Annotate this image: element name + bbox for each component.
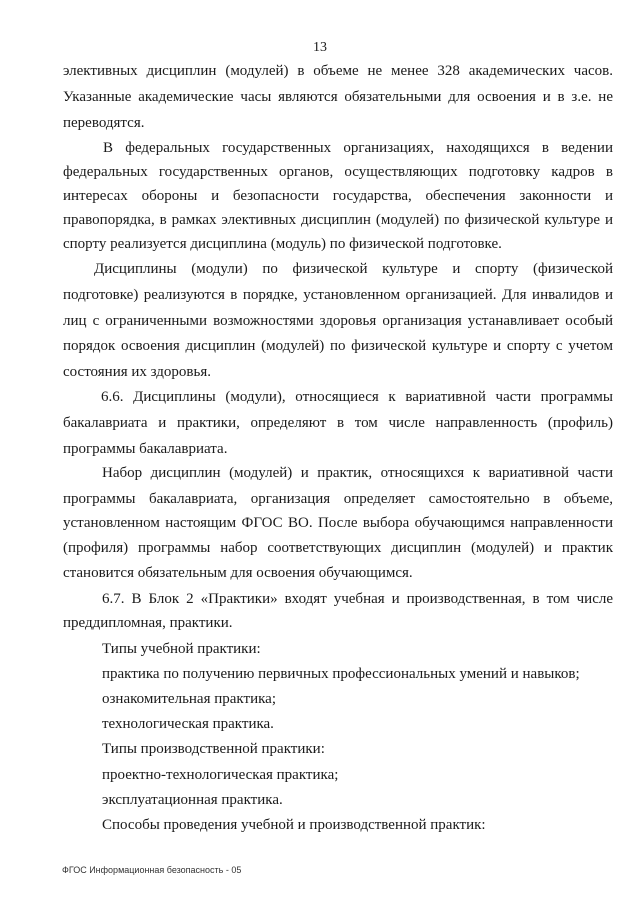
- text-line: бакалавриата и практики, определяют в том числе направленность (профиль): [63, 415, 613, 431]
- text-line: становится обязательным для освоения обучающимся.: [63, 565, 413, 581]
- text-line: (профиля) программы набор соответствующих дисциплин (модулей) и практик: [63, 540, 613, 556]
- text-line: порядок освоения дисциплин (модулей) по физической культуре и спорту с учетом: [63, 338, 613, 354]
- text-line: Способы проведения учебной и производственной практик:: [102, 817, 486, 833]
- text-line: переводятся.: [63, 115, 145, 131]
- text-line: элективных дисциплин (модулей) в объеме не менее 328 академических часов.: [63, 63, 613, 79]
- text-line: Дисциплины (модули) по физической культуре и спорту (физической: [94, 261, 613, 277]
- text-line: ознакомительная практика;: [102, 691, 276, 707]
- text-line: 6.7. В Блок 2 «Практики» входят учебная и производственная, в том числе: [102, 591, 613, 607]
- text-line: Типы производственной практики:: [102, 741, 325, 757]
- text-line: технологическая практика.: [102, 716, 274, 732]
- text-line: эксплуатационная практика.: [102, 792, 283, 808]
- text-line: программы бакалавриата.: [63, 441, 228, 457]
- text-line: федеральных государственных органов, осуществляющих подготовку кадров в: [63, 164, 613, 180]
- text-line: Набор дисциплин (модулей) и практик, относящихся к вариативной части: [102, 465, 613, 481]
- text-line: В федеральных государственных организациях, находящихся в ведении: [103, 140, 613, 156]
- text-line: интересах обороны и безопасности государства, обеспечения законности и: [63, 188, 613, 204]
- text-line: лиц с ограниченными возможностями здоровья организация устанавливает особый: [63, 313, 613, 329]
- text-line: Типы учебной практики:: [102, 641, 261, 657]
- text-line: проектно-технологическая практика;: [102, 767, 339, 783]
- page-footer: ФГОС Информационная безопасность - 05: [62, 865, 242, 875]
- text-line: состояния их здоровья.: [63, 364, 212, 380]
- text-line: 6.6. Дисциплины (модули), относящиеся к вариативной части программы: [101, 389, 613, 405]
- text-line: практика по получению первичных профессиональных умений и навыков;: [102, 666, 580, 682]
- text-line: преддипломная, практики.: [63, 615, 233, 631]
- text-line: установленном настоящим ФГОС ВО. После выбора обучающимся направленности: [63, 515, 613, 531]
- text-line: правопорядка, в рамках элективных дисциплин (модулей) по физической культуре и: [63, 212, 613, 228]
- page-number: 13: [313, 40, 327, 55]
- text-line: подготовке) реализуются в порядке, установленном организацией. Для инвалидов и: [63, 287, 613, 303]
- text-line: программы бакалавриата, организация определяет самостоятельно в объеме,: [63, 491, 613, 507]
- text-line: спорту реализуется дисциплина (модуль) по физической подготовке.: [63, 236, 502, 252]
- text-line: Указанные академические часы являются обязательными для освоения и в з.е. не: [63, 89, 613, 105]
